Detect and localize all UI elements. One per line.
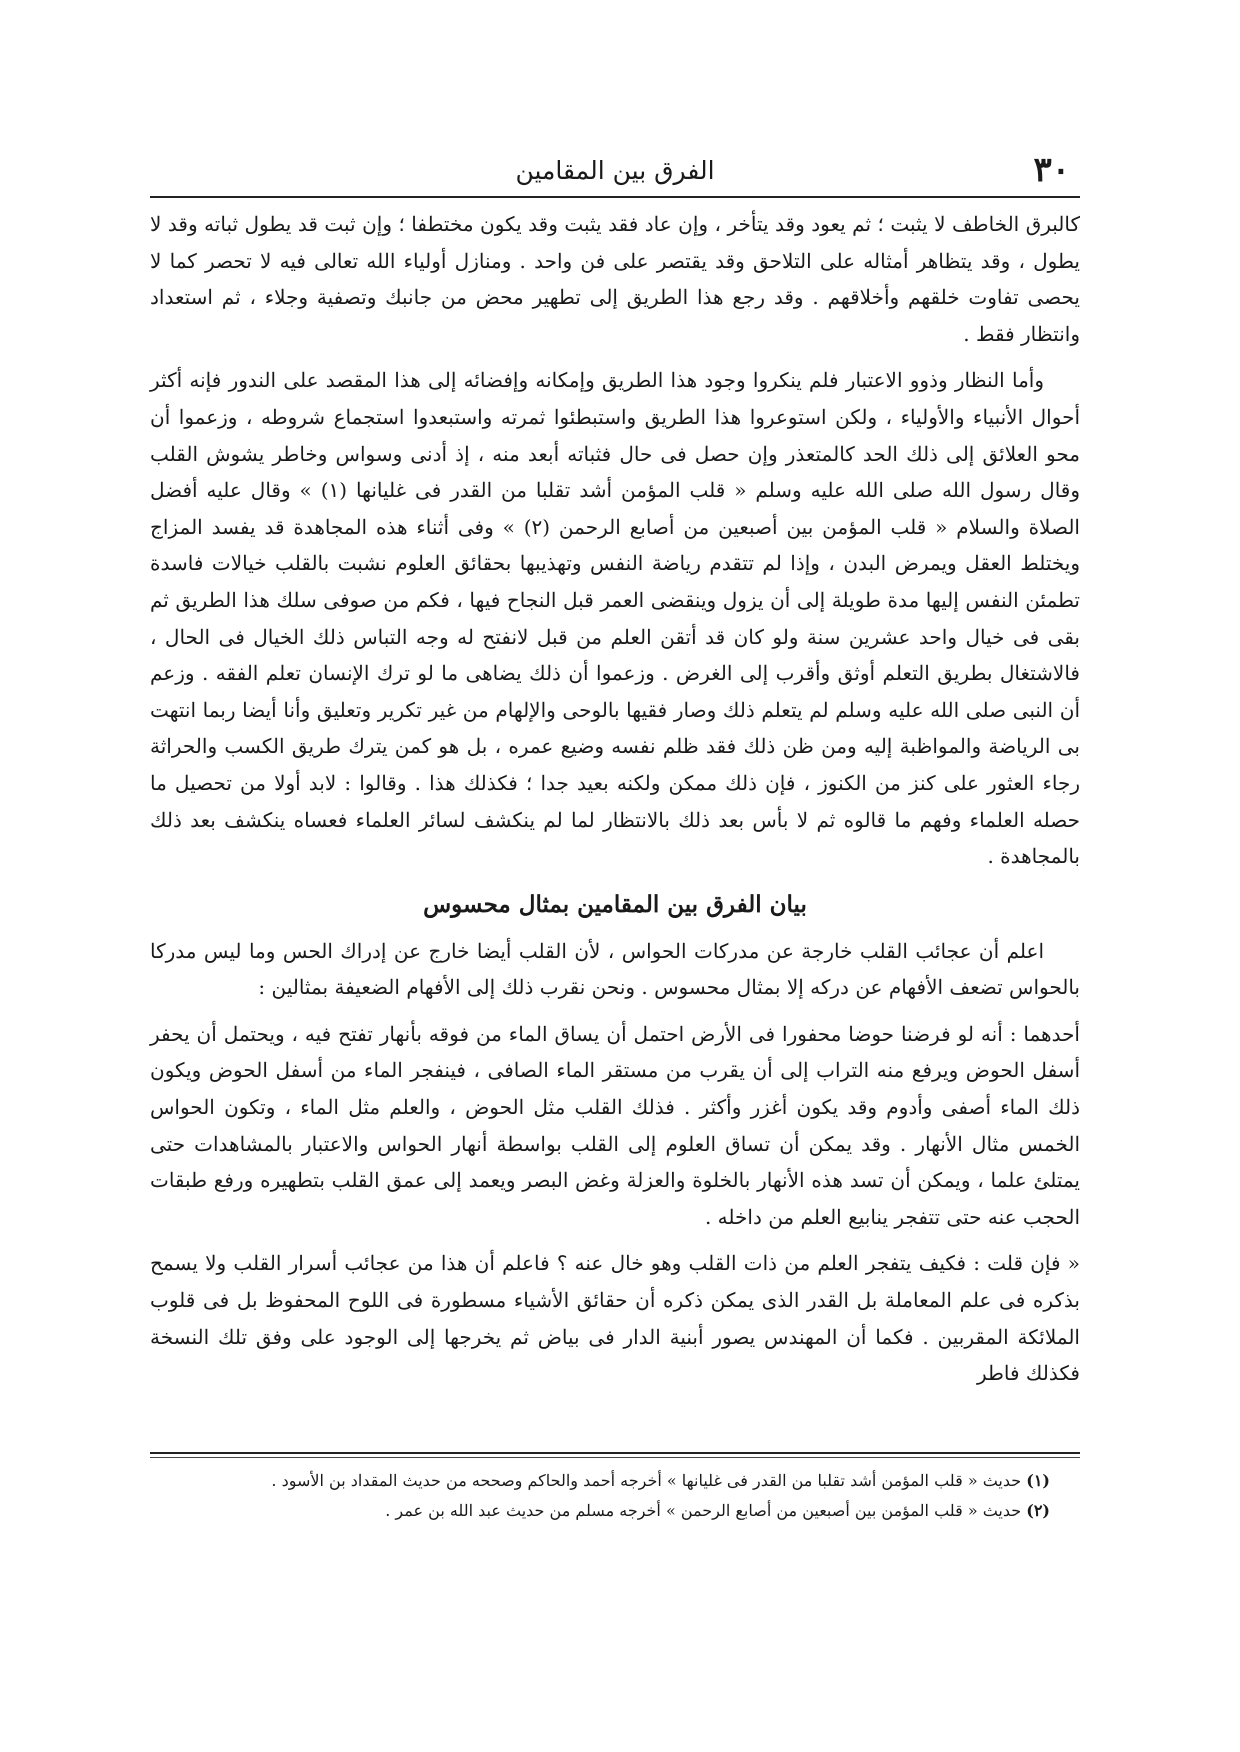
paragraph: أحدهما : أنه لو فرضنا حوضا محفورا فى الأرض احتمل أن يساق الماء من فوقه بأنهار تفتح فيه ، ويحتمل أن يحفر أسفل الحوض ويرفع منه التراب إلى أن يقرب من مستقر الماء الصافى ، فينفجر الماء من أسفل الحوض ويكون ذلك الماء أصفى وأدوم وقد يكون أغزر وأكثر . فذلك القلب مثل الحوض ، والعلم مثل الماء ، وتكون الحواس الخمس مثال الأنهار . وقد يمكن أن تساق العلوم إلى القلب بواسطة أنهار الحواس والاعتبار بالمشاهدات حتى يمتلئ علما ، ويمكن أن تسد هذه الأنهار بالخلوة والعزلة وغض البصر ويعمد إلى عمق القلب بتطهيره ورفع طبقات الحجب عنه حتى تتفجر ينابيع العلم من داخله . <box>150 1021 1080 1229</box>
paragraph: وأما النظار وذوو الاعتبار فلم ينكروا وجود هذا الطريق وإمكانه وإفضائه إلى هذا المقصد على الندور فإنه أكثر أحوال الأنبياء والأولياء ، ولكن استوعروا هذا الطريق واستبطئوا ثمرته واستبعدوا استجماع شروطه ، وزعموا أن محو العلائق إلى ذلك الحد كالمتعذر وإن حصل فى حال فثباته أبعد منه ، إذ أدنى وسواس وخاطر يشوش القلب وقال رسول الله صلى الله عليه وسلم « قلب المؤمن أشد تقلبا من القدر فى غليانها (١) » وقال عليه أفضل الصلاة والسلام « قلب المؤمن بين أصبعين من أصابع الرحمن (٢) » وفى أثناء هذه المجاهدة قد يفسد المزاج ويختلط العقل ويمرض البدن ، وإذا لم تتقدم رياضة النفس وتهذيبها بحقائق العلوم نشبت بالقلب خيالات فاسدة تطمئن النفس إليها مدة طويلة إلى أن يزول وينقضى العمر قبل النجاح فيها ، فكم من صوفى سلك هذا الطريق ثم بقى فى خيال واحد عشرين سنة ولو كان قد أتقن العلم من قبل لانفتح له وجه التباس ذلك الخيال فى الحال ، فالاشتغال بطريق التعلم أوثق وأقرب إلى الغرض . وزعموا أن ذلك يضاهى ما لو ترك الإنسان تعلم الفقه . وزعم أن النبى صلى الله عليه وسلم لم يتعلم ذلك وصار فقيها بالوحى والإلهام من غير تكرير وتعليق وأنا أيضا ربما انتهت بى الرياضة والمواظبة إليه ومن ظن ذلك فقد ظلم نفسه وضيع عمره ، بل هو كمن يترك طريق الكسب والحراثة رجاء العثور على كنز من الكنوز ، فإن ذلك ممكن ولكنه بعيد جدا ؛ فكذلك هذا . وقالوا : لابد أولا من تحصيل ما حصله العلماء وفهم ما قالوه ثم لا بأس بعد ذلك بالانتظار لما لم ينكشف لسائر العلماء فعساه ينكشف بعد ذلك بالمجاهدة . <box>150 368 1080 869</box>
page-number: ٣٠ <box>1033 150 1070 190</box>
paragraph: اعلم أن عجائب القلب خارجة عن مدركات الحواس ، لأن القلب أيضا خارج عن إدراك الحس وما ليس مدركا بالحواس تضعف الأفهام عن دركه إلا بمثال محسوس . ونحن نقرب ذلك إلى الأفهام الضعيفة بمثالين : <box>150 938 1080 1000</box>
footnote <box>150 1496 1080 1526</box>
footnote-text: حديث « قلب المؤمن أشد تقلبا من القدر فى غليانها » أخرجه أحمد والحاكم وصححه من حديث المقداد بن الأسود . <box>271 1471 1022 1490</box>
footnote-divider-secondary <box>150 1457 1080 1458</box>
section-heading: بيان الفرق بين المقامين بمثال محسوس <box>423 890 807 918</box>
footnote <box>150 1466 1080 1496</box>
footnote-number: (٢) <box>1026 1501 1050 1520</box>
header-rule <box>150 196 1080 198</box>
footnote-number: (١) <box>1026 1471 1050 1490</box>
paragraph: « فإن قلت : فكيف يتفجر العلم من ذات القلب وهو خال عنه ؟ فاعلم أن هذا من عجائب أسرار القلب ولا يسمح بذكره فى علم المعاملة بل القدر الذى يمكن ذكره أن حقائق الأشياء مسطورة فى اللوح المحفوظ بل فى قلوب الملائكة المقربين . فكما أن المهندس يصور أبنية الدار فى بياض ثم يخرجها إلى الوجود على وفق تلك النسخة فكذلك فاطر <box>150 1251 1080 1386</box>
footnote-divider <box>150 1452 1080 1454</box>
running-title: الفرق بين المقامين <box>515 156 715 185</box>
footnote-text: حديث « قلب المؤمن بين أصبعين من أصابع الرحمن » أخرجه مسلم من حديث عبد الله بن عمر . <box>385 1501 1022 1520</box>
main-text <box>150 206 1080 1402</box>
footnotes <box>150 1466 1080 1526</box>
paragraph: كالبرق الخاطف لا يثبت ؛ ثم يعود وقد يتأخر ، وإن عاد فقد يثبت وقد يكون مختطفا ؛ وإن ثبت قد يطول ثباته وقد لا يطول ، وقد يتظاهر أمثاله على التلاحق وقد يقتصر على فن واحد . ومنازل أولياء الله تعالى فيه لا تحصر كما لا يحصى تفاوت خلقهم وأخلاقهم . وقد رجع هذا الطريق إلى تطهير محض من جانبك وتصفية وجلاء ، ثم استعداد وانتظار فقط . <box>150 212 1080 346</box>
page-header <box>150 150 1080 200</box>
